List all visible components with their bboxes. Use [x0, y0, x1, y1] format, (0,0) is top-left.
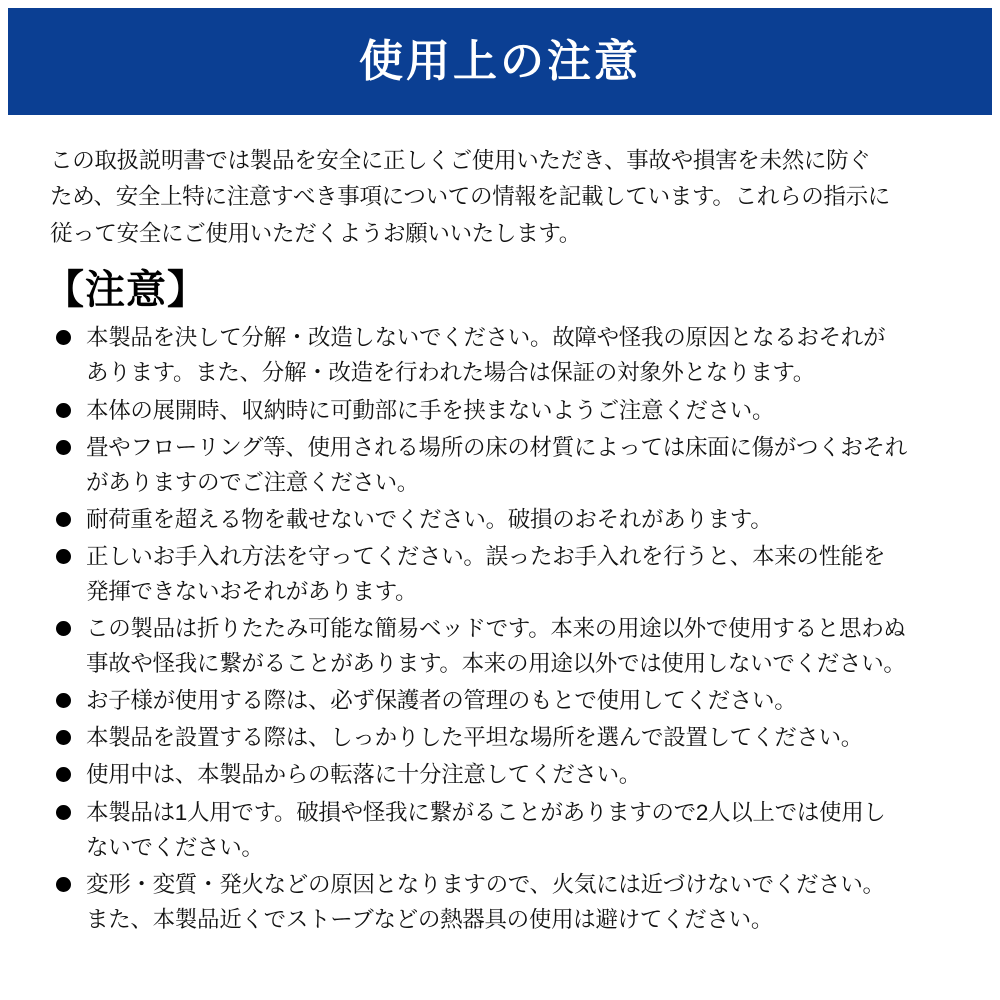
bullet-icon	[56, 512, 71, 527]
intro-line: ため、安全上特に注意すべき事項についての情報を記載しています。これらの指示に	[50, 184, 891, 210]
caution-heading: 【注意】	[44, 268, 208, 313]
list-item	[50, 795, 950, 865]
bullet-icon	[56, 693, 71, 708]
list-item	[50, 611, 950, 681]
list-item	[50, 757, 950, 792]
intro-paragraph	[50, 143, 950, 252]
list-item-line: 発揮できないおそれがあります。	[86, 578, 418, 604]
list-item	[50, 502, 950, 537]
list-item-line: あります。また、分解・改造を行われた場合は保証の対象外となります。	[86, 360, 816, 386]
bullet-icon	[56, 730, 71, 745]
bullet-icon	[56, 330, 71, 345]
page-header	[8, 8, 992, 115]
list-item	[50, 539, 950, 609]
list-item-line: また、本製品近くでストーブなどの熱器具の使用は避けてください。	[86, 906, 774, 932]
caution-list	[50, 320, 950, 937]
bullet-icon	[56, 549, 71, 564]
list-item-line: 使用中は、本製品からの転落に十分注意してください。	[86, 762, 642, 788]
list-item-line: お子様が使用する際は、必ず保護者の管理のもとで使用してください。	[86, 688, 797, 714]
bullet-icon	[56, 877, 71, 892]
list-item	[50, 683, 950, 718]
list-item	[50, 393, 950, 428]
intro-line: 従って安全にご使用いただくようお願いいたします。	[50, 220, 582, 246]
list-item-line: 本製品を決して分解・改造しないでください。故障や怪我の原因となるおそれが	[86, 325, 886, 351]
list-item-line: 本製品は1人用です。破損や怪我に繋がることがありますので2人以上では使用し	[86, 799, 886, 825]
list-item-line: この製品は折りたたみ可能な簡易ベッドです。本来の用途以外で使用すると思わぬ	[86, 616, 906, 642]
list-item	[50, 720, 950, 755]
list-item	[50, 867, 950, 937]
bullet-icon	[56, 621, 71, 636]
bullet-icon	[56, 440, 71, 455]
list-item	[50, 320, 950, 390]
list-item-line: 本体の展開時、収納時に可動部に手を挟まないようご注意ください。	[86, 397, 775, 423]
bullet-icon	[56, 403, 71, 418]
list-item-line: がありますのでご注意ください。	[86, 469, 420, 495]
list-item-line: 畳やフローリング等、使用される場所の床の材質によっては床面に傷がつくおそれ	[86, 434, 907, 460]
bullet-icon	[56, 767, 71, 782]
list-item	[50, 430, 950, 500]
intro-line: この取扱説明書では製品を安全に正しくご使用いただき、事故や損害を未然に防ぐ	[50, 148, 871, 173]
list-item-line: 正しいお手入れ方法を守ってください。誤ったお手入れを行うと、本来の性能を	[86, 543, 886, 569]
list-item-line: ないでください。	[86, 834, 264, 860]
list-item-line: 事故や怪我に繋がることがあります。本来の用途以外では使用しないでください。	[86, 651, 906, 677]
list-item-line: 本製品を設置する際は、しっかりした平坦な場所を選んで設置してください。	[86, 725, 864, 751]
bullet-icon	[56, 805, 71, 820]
page-content	[8, 115, 992, 937]
list-item-line: 変形・変質・発火などの原因となりますので、火気には近づけないでください。	[86, 871, 885, 897]
page-title: 使用上の注意	[359, 36, 641, 86]
list-item-line: 耐荷重を超える物を載せないでください。破損のおそれがあります。	[86, 506, 773, 532]
